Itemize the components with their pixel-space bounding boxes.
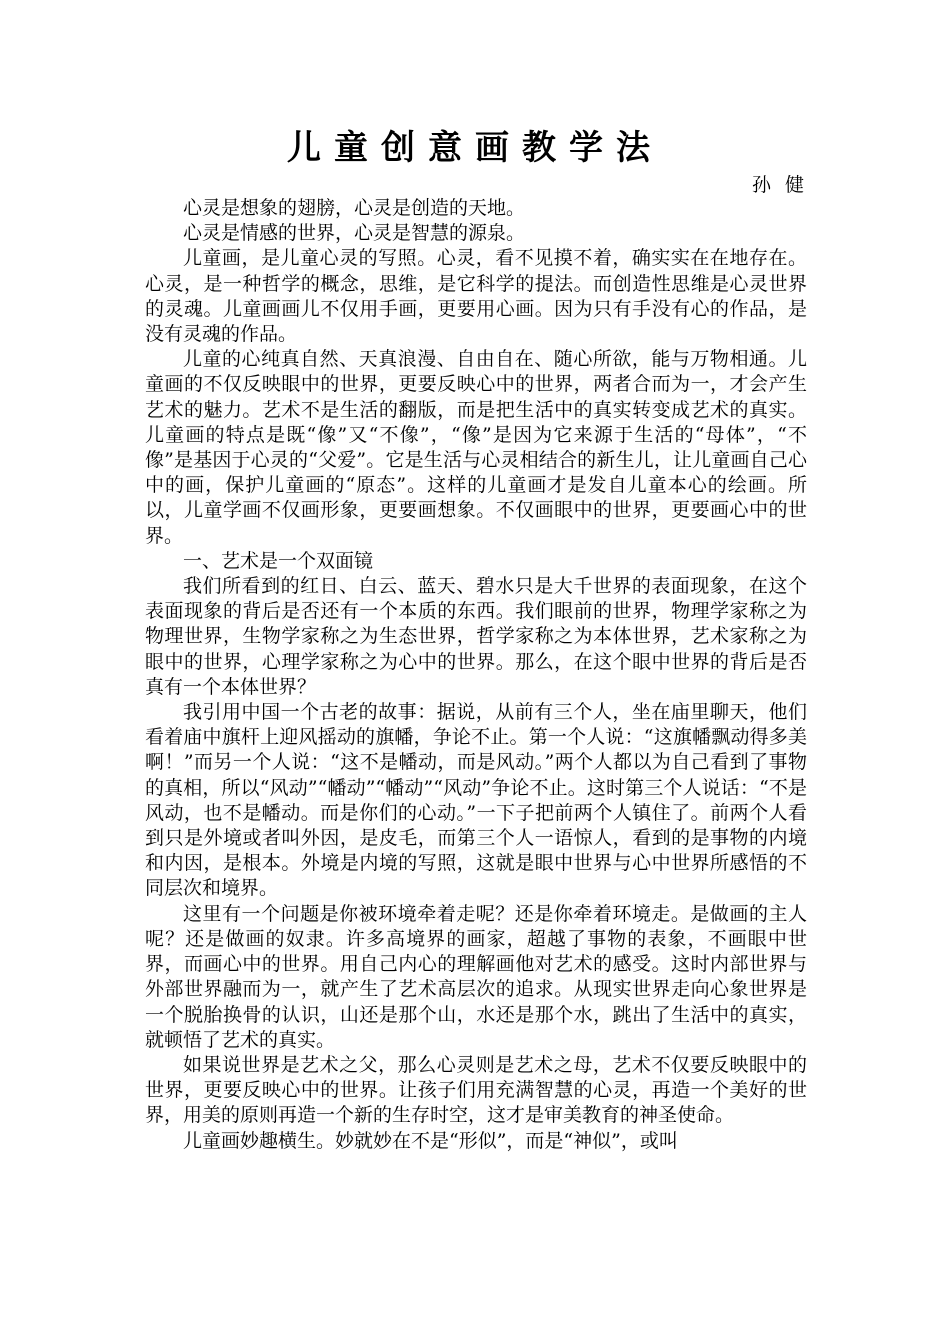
paragraph: 儿童画，是儿童心灵的写照。心灵，看不见摸不着，确实实在在地存在。心灵，是一种哲学的概念，思维，是它科学的提法。而创造性思维是心灵世界的灵魂。儿童画画儿不仅用手画，更要用心画。因为只有手没有心的作品，是没有灵魂的作品。 <box>145 247 807 346</box>
paragraph: 儿童的心纯真自然、天真浪漫、自由自在、随心所欲，能与万物相通。儿童画的不仅反映眼中的世界，更要反映心中的世界，两者合而为一，才会产生艺术的魅力。艺术不是生活的翻版，而是把生活中的真实转变成艺术的真实。儿童画的特点是既“像”又“不像”，“像”是因为它来源于生活的“母体”，“不像”是基因于心灵的“父爱”。它是生活与心灵相结合的新生儿，让儿童画自己心中的画，保护儿童画的“原态”。这样的儿童画才是发自儿童本心的绘画。所以，儿童学画不仅画形象，更要画想象。不仅画眼中的世界，更要画心中的世界。 <box>145 348 807 547</box>
paragraph: 心灵是情感的世界，心灵是智慧的源泉。 <box>183 222 526 245</box>
document-body <box>145 196 807 1154</box>
document-title: 儿童创意画教学法 <box>287 128 663 168</box>
author-name: 孙 健 <box>751 174 808 196</box>
section-heading: 一、艺术是一个双面镜 <box>183 549 374 572</box>
paragraph: 如果说世界是艺术之父，那么心灵则是艺术之母，艺术不仅要反映眼中的世界，更要反映心中的世界。让孩子们用充满智慧的心灵，再造一个美好的世界，用美的原则再造一个新的生存时空，这才是审美教育的神圣使命。 <box>145 1053 807 1127</box>
paragraph: 儿童画妙趣横生。妙就妙在不是“形似”，而是“神似”，或叫 <box>183 1129 678 1152</box>
paragraph: 这里有一个问题是你被环境牵着走呢？还是你牵着环境走。是做画的主人呢？还是做画的奴隶。许多高境界的画家，超越了事物的表象，不画眼中世界，而画心中的世界。用自己内心的理解画他对艺术的感受。这时内部世界与外部世界融而为一，就产生了艺术高层次的追求。从现实世界走向心象世界是一个脱胎换骨的认识，山还是那个山，水还是那个水，跳出了生活中的真实，就顿悟了艺术的真实。 <box>145 902 807 1051</box>
paragraph: 我们所看到的红日、白云、蓝天、碧水只是大千世界的表面现象，在这个表面现象的背后是否还有一个本质的东西。我们眼前的世界，物理学家称之为物理世界，生物学家称之为生态世界，哲学家称之为本体世界，艺术家称之为眼中的世界，心理学家称之为心中的世界。那么，在这个眼中世界的背后是否真有一个本体世界？ <box>145 575 807 698</box>
paragraph: 我引用中国一个古老的故事：据说，从前有三个人，坐在庙里聊天，他们看着庙中旗杆上迎风摇动的旗幡，争论不止。第一个人说：“这旗幡飘动得多美啊！”而另一个人说：“这不是幡动，而是风动。”两个人都以为自己看到了事物的真相，所以“风动”“幡动”“幡动”“风动”争论不止。这时第三个人说话：“不是风动，也不是幡动。而是你们的心动。”一下子把前两个人镇住了。前两个人看到只是外境或者叫外因，是皮毛，而第三个人一语惊人，看到的是事物的内境和内因，是根本。外境是内境的写照，这就是眼中世界与心中世界所感悟的不同层次和境界。 <box>145 701 807 900</box>
paragraph: 心灵是想象的翅膀，心灵是创造的天地。 <box>183 197 526 219</box>
